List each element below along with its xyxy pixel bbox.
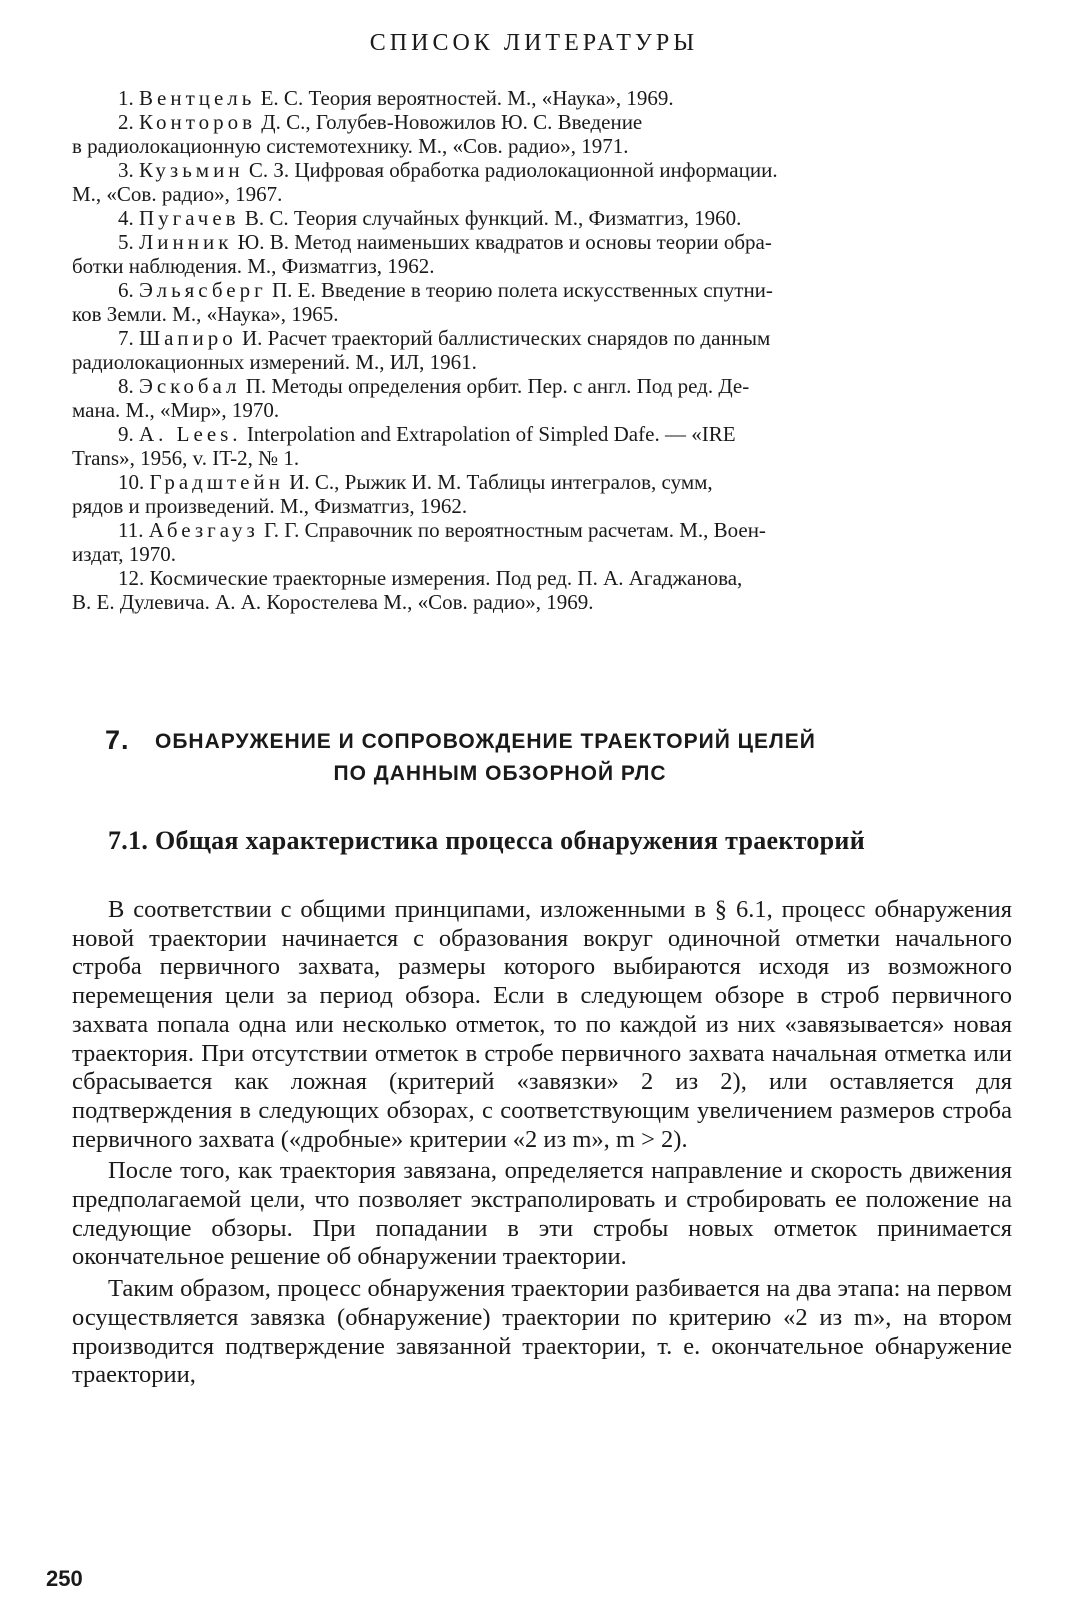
chapter-title-line-2: ПО ДАННЫМ ОБЗОРНОЙ РЛС [333, 762, 667, 785]
reference-item: 4. Пугачев В. С. Теория случайных функций. М., Физматгиз, 1960. [118, 206, 742, 230]
reference-item: 8. Эскобал П. Методы определения орбит. Пер. с англ. Под ред. Де- мана. М., «Мир», 1970. [72, 374, 750, 422]
reference-item: 12. Космические траекторные измерения. Под ред. П. А. Агаджанова, В. Е. Дулевича. А. А. Коростелева М., «Сов. радио», 1969. [72, 566, 743, 614]
page-number: 250 [46, 1566, 83, 1591]
references-list [72, 86, 1012, 614]
paragraph: В соответствии с общими принципами, изложенными в § 6.1, процесс обнаружения новой траектории начинается с образования вокруг одиночной отметки начального строба первичного захвата, размеры которого выбираются исходя из возможного перемещения цели за период обзора. Если в следующем обзоре в строб первичного захвата попала одна или несколько отметок, то по каждой из них «завязывается» новая траектория. При отсутствии отметок в стробе первичного захвата начальная отметка или сбрасывается как ложная (критерий «завязки» 2 из 2), или оставляется для подтверждения в следующих обзорах, с соответствующим увеличением размеров строба первичного захвата («дробные» критерии «2 из m», m > 2). [72, 896, 1012, 1153]
reference-item: 11. Абезгауз Г. Г. Справочник по вероятностным расчетам. М., Воен- издат, 1970. [72, 518, 766, 566]
section-title: 7.1. Общая характеристика процесса обнаружения траекторий [108, 826, 865, 855]
body-text [72, 896, 1012, 1393]
reference-item: 6. Эльясберг П. Е. Введение в теорию полета искусственных спутни- ков Земли. М., «Наука», 1965. [72, 278, 773, 326]
reference-item: 2. Конторов Д. С., Голубев-Новожилов Ю. С. Введение в радиолокационную системотехнику. М., «Сов. радио», 1971. [72, 110, 643, 158]
reference-item: 9. A. Lees. Interpolation and Extrapolation of Simpled Dafe. — «IRE Trans», 1956, v. IT-2, № 1. [72, 422, 736, 470]
paragraph: Таким образом, процесс обнаружения траектории разбивается на два этапа: на первом осуществляется завязка (обнаружение) траектории по критерию «2 из m», на втором производится подтверждение завязанной траектории, т. е. окончательное обнаружение траектории, [72, 1275, 1012, 1389]
reference-item: 1. Вентцель Е. С. Теория вероятностей. М., «Наука», 1969. [118, 86, 674, 110]
chapter-title-line-1: ОБНАРУЖЕНИЕ И СОПРОВОЖДЕНИЕ ТРАЕКТОРИЙ ЦЕЛЕЙ [155, 730, 816, 753]
reference-item: 10. Градштейн И. С., Рыжик И. М. Таблицы интегралов, сумм, рядов и произведений. М., Физматгиз, 1962. [72, 470, 713, 518]
references-heading: СПИСОК ЛИТЕРАТУРЫ [369, 30, 699, 56]
reference-item: 3. Кузьмин С. З. Цифровая обработка радиолокационной информации. М., «Сов. радио», 1967. [72, 158, 778, 206]
reference-item: 7. Шапиро И. Расчет траекторий баллистических снарядов по данным радиолокационных измерений. М., ИЛ, 1961. [72, 326, 771, 374]
reference-item: 5. Линник Ю. В. Метод наименьших квадратов и основы теории обра- ботки наблюдения. М., Физматгиз, 1962. [72, 230, 772, 278]
paragraph: После того, как траектория завязана, определяется направление и скорость движения предполагаемой цели, что позволяет экстраполировать и стробировать ее положение на следующие обзоры. При попадании в эти стробы новых отметок принимается окончательное решение об обнаружении траектории. [72, 1157, 1012, 1271]
chapter-number: 7. [105, 725, 130, 755]
